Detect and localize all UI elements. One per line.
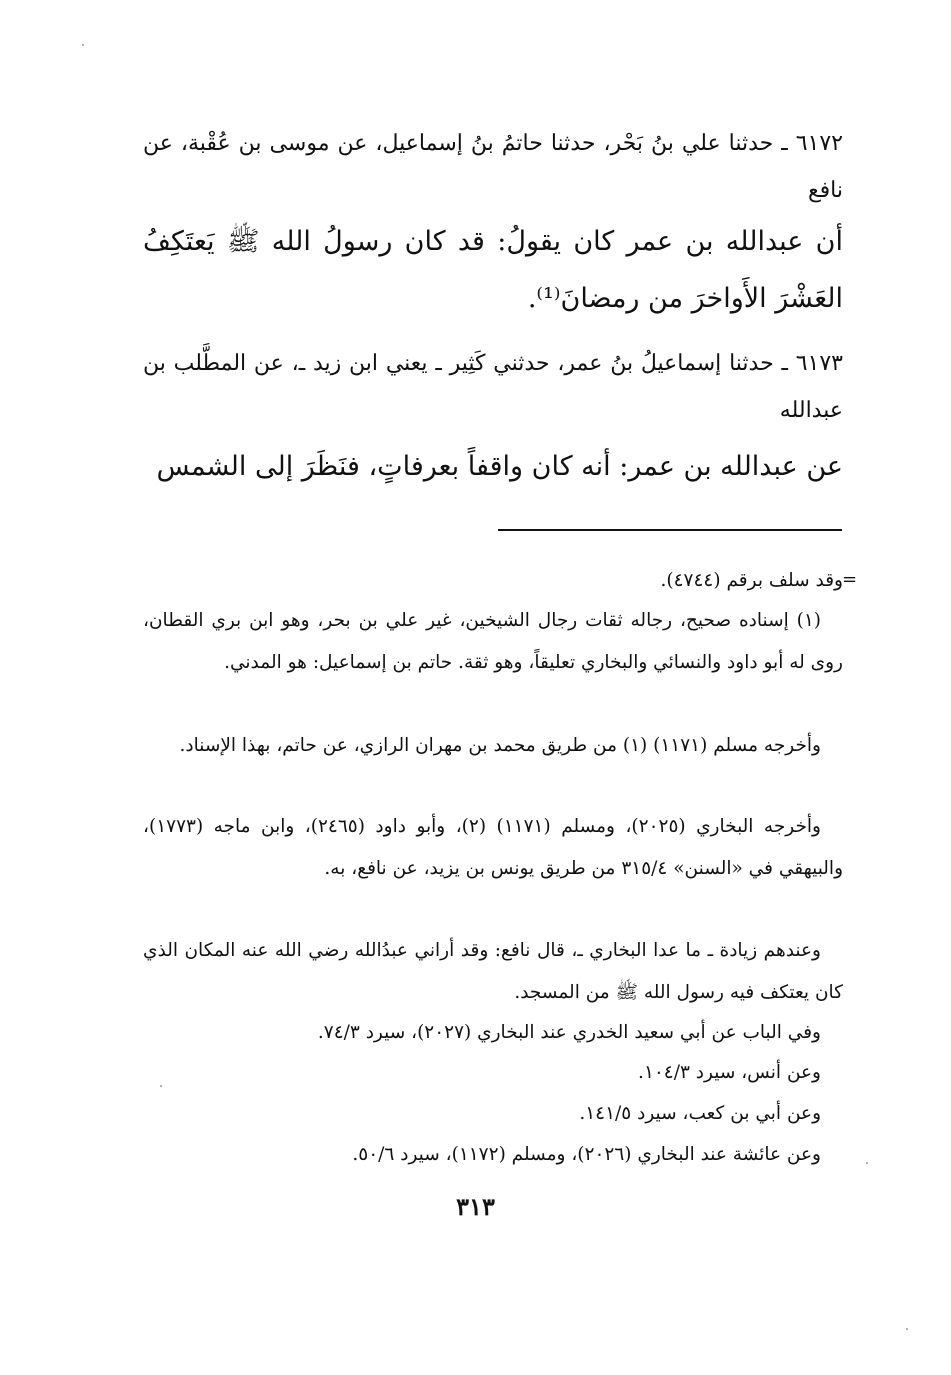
scan-speck <box>906 1328 908 1330</box>
footnote-1-ubayy: وعن أبي بن كعب، سيرد ١٤١/٥. <box>579 1103 821 1124</box>
footnote-1-aisha: وعن عائشة عند البخاري (٢٠٢٦)، ومسلم (١١٧٢)، سيرد ٥٠/٦. <box>352 1144 821 1165</box>
footnote-continued-text: وقد سلف برقم (٤٧٤٤). <box>660 570 843 591</box>
scan-speck <box>82 44 84 46</box>
footnote-1-bab-abi-said: وفي الباب عن أبي سعيد الخدري عند البخاري (٢٠٢٧)، سيرد ٧٤/٣. <box>317 1022 821 1043</box>
footnote-1-anas: وعن أنس، سيرد ١٠٤/٣. <box>638 1062 821 1083</box>
scan-speck <box>866 1162 868 1164</box>
footnote-1-bukhari: وأخرجه البخاري (٢٠٢٥)، ومسلم (١١٧١) (٢)، وأبو داود (٢٤٦٥)، وابن ماجه (١٧٧٣)، والبيهقي في «السنن» ٣١٥/٤ من طريق يونس بن يزيد، عن نافع، به. <box>143 816 843 879</box>
footnote-continuation-mark: = <box>842 569 858 590</box>
footnote-1-isnad: (١) إسناده صحيح، رجاله ثقات رجال الشيخين، غير علي بن بحر، وهو ابن بري القطان، روى له أبو داود والنسائي والبخاري تعليقاً، وهو ثقة. حاتم بن إسماعيل: هو المدني. <box>143 610 843 673</box>
hadith-6173-text: عن عبدالله بن عمر: أنه كان واقفاً بعرفاتٍ، فنَظَرَ إلى الشمس <box>156 451 843 482</box>
footnote-separator <box>498 529 842 531</box>
hadith-6172-chain: ٦١٧٢ ـ حدثنا علي بنُ بَحْر، حدثنا حاتمُ بنُ إسماعيل، عن موسى بن عُقْبة، عن نافع <box>143 131 843 203</box>
footnote-1-muslim: وأخرجه مسلم (١١٧١) (١) من طريق محمد بن مهران الرازي، عن حاتم، بهذا الإسناد. <box>179 735 821 756</box>
page-number: ٣١٣ <box>456 1192 495 1221</box>
hadith-6173-chain: ٦١٧٣ ـ حدثنا إسماعيلُ بنُ عمر، حدثني كَثِير ـ يعني ابن زيد ـ، عن المطَّلب بن عبدالله <box>143 351 843 423</box>
footnote-1-addition: وعندهم زيادة ـ ما عدا البخاري ـ، قال نافع: وقد أراني عبدُالله رضي الله عنه المكان الذي كان يعتكف فيه رسول الله ﷺ من المسجد. <box>143 940 843 1003</box>
hadith-6172-text: أن عبدالله بن عمر كان يقولُ: قد كان رسولُ الله ﷺ يَعتَكِفُ العَشْرَ الأَواخرَ من رمضانَ⁽¹⁾. <box>143 226 843 314</box>
scan-speck <box>160 1085 162 1087</box>
